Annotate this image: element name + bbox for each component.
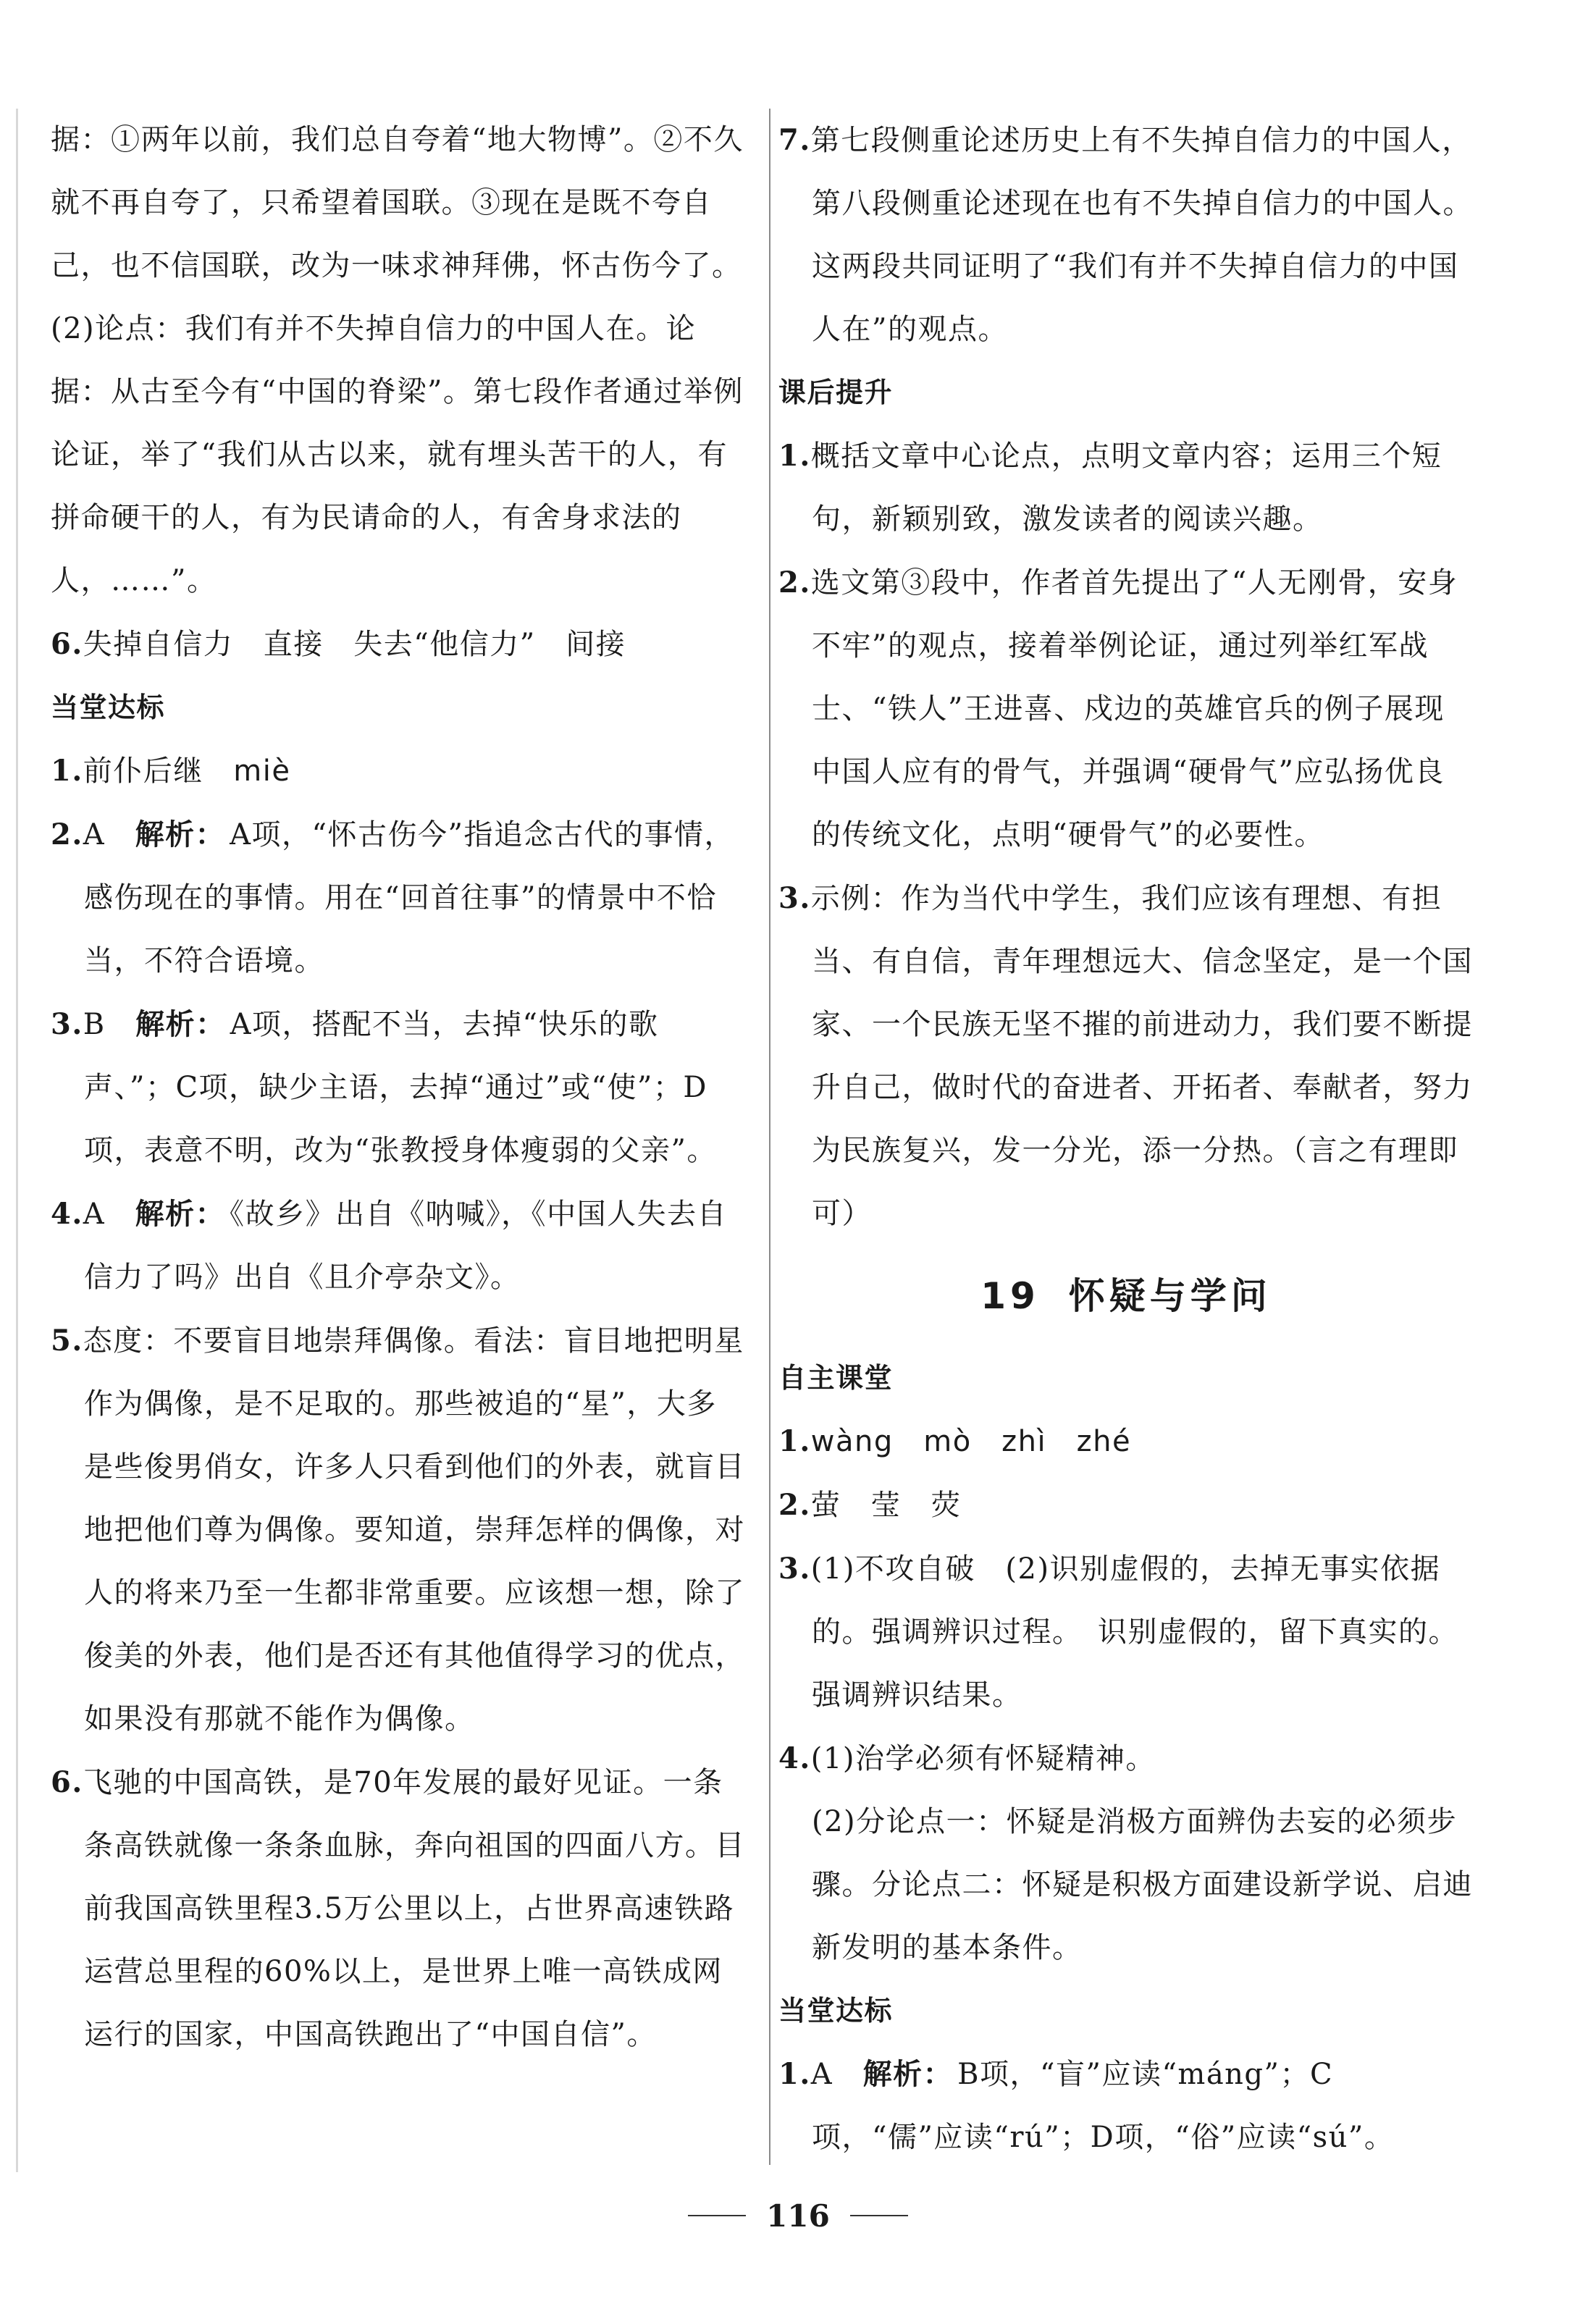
footer-dash-right bbox=[850, 2215, 908, 2216]
answer-6 bbox=[51, 613, 746, 676]
item-text: 前仆后继 bbox=[83, 754, 234, 788]
item-pinyin: miè bbox=[233, 754, 291, 788]
item-answer: A bbox=[83, 818, 135, 851]
item-number: 6. bbox=[51, 1765, 83, 1799]
item-number: 2. bbox=[778, 1488, 811, 1522]
item-answer: A bbox=[83, 1198, 135, 1231]
dangtang-q6 bbox=[51, 1751, 746, 2066]
item-text: 态度：不要盲目地崇拜偶像。看法：盲目地把明星作为偶像，是不足取的。那些被追的“星”，大多是些俊男俏女，许多人只看到他们的外表，就盲目地把他们尊为偶像。要知道，崇拜怎样的偶像，对人的将来乃至一生都非常重要。应该想一想，除了俊美的外表，他们是否还有其他值得学习的优点，如果没有那就不能作为偶像。 bbox=[83, 1324, 745, 1736]
zizhu-q3 bbox=[778, 1537, 1474, 1727]
zizhu-q4-sub: (2)分论点一：怀疑是消极方面辨伪去妄的必须步骤。分论点二：怀疑是积极方面建设新学说、启迪新发明的基本条件。 bbox=[812, 1805, 1473, 1964]
item-number: 3. bbox=[778, 1552, 811, 1586]
item-answer: B bbox=[83, 1008, 136, 1041]
item-number: 1. bbox=[778, 2057, 811, 2091]
dangtang-q3 bbox=[51, 993, 746, 1182]
dangtang2-q1 bbox=[778, 2043, 1474, 2169]
lesson-title bbox=[778, 1245, 1474, 1347]
item-answer: A bbox=[810, 2058, 863, 2091]
right-column bbox=[778, 109, 1474, 2169]
left-column bbox=[51, 109, 746, 2066]
answer-5-1-continued: 据：①两年以前，我们总自夸着“地大物博”。②不久就不再自夸了，只希望着国联。③现在是既不夸自己，也不信国联，改为一味求神拜佛，怀古伤今了。 bbox=[51, 123, 744, 282]
item-text: 选文第③段中，作者首先提出了“人无刚骨，安身不牢”的观点，接着举例论证，通过列举红军战士、“铁人”王进喜、戍边的英雄官兵的例子展现中国人应有的骨气，并强调“硬骨气”应弘扬优良的传统文化，点明“硬骨气”的必要性。 bbox=[810, 566, 1458, 851]
page-number: 116 bbox=[766, 2197, 830, 2234]
item-number: 6. bbox=[51, 627, 83, 661]
lesson-number: 19 bbox=[980, 1275, 1040, 1317]
dangtang-q2 bbox=[51, 803, 746, 993]
dangtang-q5 bbox=[51, 1309, 746, 1751]
item-text: 飞驰的中国高铁，是70年发展的最好见证。一条条高铁就像一条条血脉，奔向祖国的四面八方。目前我国高铁里程3.5万公里以上，占世界高速铁路运营总里程的60%以上，是世界上唯一高铁成网运行的国家，中国高铁跑出了“中国自信”。 bbox=[83, 1766, 745, 2051]
item-number: 1. bbox=[778, 439, 811, 473]
item-pinyin: wàng mò zhì zhé bbox=[810, 1425, 1132, 1458]
zizhu-q1 bbox=[778, 1410, 1474, 1473]
item-number: 1. bbox=[51, 754, 83, 788]
analysis-label: 解析： bbox=[135, 818, 226, 851]
footer-dash-left bbox=[688, 2215, 746, 2216]
binding-edge-rule bbox=[16, 109, 18, 2172]
item-number: 3. bbox=[51, 1007, 83, 1041]
answer-7 bbox=[778, 109, 1474, 361]
item-text: 失掉自信力 直接 失去“他信力” 间接 bbox=[83, 628, 626, 661]
zizhu-q4 bbox=[778, 1727, 1474, 1791]
kehou-q3 bbox=[778, 867, 1474, 1245]
item-number: 1. bbox=[778, 1424, 811, 1458]
item-text: 概括文章中心论点，点明文章内容；运用三个短句，新颖别致，激发读者的阅读兴趣。 bbox=[810, 439, 1442, 536]
page-footer bbox=[0, 2187, 1596, 2245]
item-text: 第七段侧重论述历史上有不失掉自信力的中国人，第八段侧重论述现在也有不失掉自信力的中国人。这两段共同证明了“我们有并不失掉自信力的中国人在”的观点。 bbox=[810, 124, 1473, 346]
zizhu-q2 bbox=[778, 1473, 1474, 1537]
section-heading-kehou: 课后提升 bbox=[778, 377, 894, 408]
dangtang-q1 bbox=[51, 739, 746, 803]
item-number: 7. bbox=[778, 123, 811, 157]
item-number: 5. bbox=[51, 1324, 83, 1358]
analysis-label: 解析： bbox=[135, 1198, 226, 1231]
analysis-label: 解析： bbox=[862, 2058, 954, 2091]
item-number: 2. bbox=[778, 565, 811, 600]
item-number: 4. bbox=[51, 1197, 83, 1231]
lesson-name: 怀疑与学问 bbox=[1068, 1275, 1272, 1317]
item-text: 示例：作为当代中学生，我们应该有理想、有担当、有自信，青年理想远大、信念坚定，是一个国家、一个民族无坚不摧的前进动力，我们要不断提升自己，做时代的奋进者、开拓者、奉献者，努力为民族复兴，发一分光，添一分热。（言之有理即可） bbox=[810, 882, 1473, 1230]
section-heading-dangtang-2: 当堂达标 bbox=[778, 1995, 894, 2027]
kehou-q2 bbox=[778, 551, 1474, 867]
analysis-label: 解析： bbox=[135, 1008, 226, 1041]
item-number: 3. bbox=[778, 881, 811, 915]
item-text: (1)不攻自破 (2)识别虚假的，去掉无事实依据的。强调辨识过程。 识别虚假的，留下真实的。强调辨识结果。 bbox=[810, 1552, 1458, 1712]
item-text: (1)治学必须有怀疑精神。 bbox=[810, 1742, 1156, 1775]
column-divider bbox=[769, 109, 770, 2165]
item-text: 《故乡》出自《呐喊》，《中国人失去自信力了吗》出自《且介亭杂文》。 bbox=[84, 1198, 728, 1294]
item-number: 4. bbox=[778, 1741, 811, 1775]
item-text: B项，“盲”应读“máng”；C项，“儒”应读“rú”；D项，“俗”应读“sú”。 bbox=[812, 2058, 1395, 2154]
item-text: A项，搭配不当，去掉“快乐的歌声、”；C项，缺少主语，去掉“通过”或“使”；D项，表意不明，改为“张教授身体瘦弱的父亲”。 bbox=[84, 1008, 717, 1167]
section-heading-zizhu: 自主课堂 bbox=[778, 1362, 894, 1394]
kehou-q1 bbox=[778, 424, 1474, 551]
item-text: A项，“怀古伤今”指追念古代的事情，感伤现在的事情。用在“回首往事”的情景中不恰当，不符合语境。 bbox=[84, 818, 734, 977]
answer-5-2: (2)论点：我们有并不失掉自信力的中国人在。论据：从古至今有“中国的脊梁”。第七段作者通过举例论证，举了“我们从古以来，就有埋头苦干的人，有拼命硬干的人，有为民请命的人，有舍身求法的人，……”。 bbox=[51, 312, 744, 597]
dangtang-q4 bbox=[51, 1182, 746, 1309]
item-number: 2. bbox=[51, 817, 83, 851]
section-heading-dangtang: 当堂达标 bbox=[51, 691, 166, 723]
item-text: 萤 莹 荧 bbox=[810, 1489, 962, 1522]
